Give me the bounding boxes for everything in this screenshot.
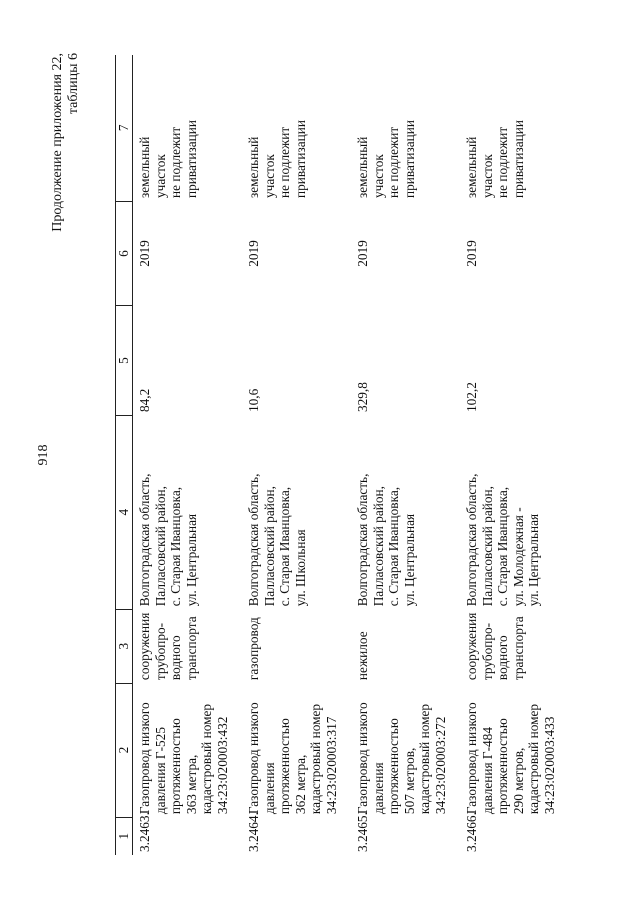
object-note-line: приватизации <box>401 120 417 199</box>
continuation-heading <box>50 53 82 265</box>
object-address-line: ул. Школьная <box>292 529 308 607</box>
object-purpose-cell <box>351 609 460 683</box>
object-note-cell <box>133 55 243 201</box>
object-purpose-cell <box>133 609 243 683</box>
object-note-line: земельный <box>246 136 261 199</box>
object-purpose-line: газопровод <box>246 617 261 681</box>
object-year-cell <box>242 201 351 306</box>
column-header: 3 <box>116 609 133 683</box>
object-name-cell <box>133 683 243 817</box>
object-address-line: Палласовский район, <box>479 486 495 607</box>
object-address-line: с. Старая Иванцовка, <box>277 486 292 607</box>
object-value: 84,2 <box>137 388 152 413</box>
object-note-line: приватизации <box>183 120 199 199</box>
object-year: 2019 <box>464 240 479 267</box>
object-note-cell <box>460 55 569 201</box>
table-row <box>460 55 569 855</box>
object-address-line: Палласовский район, <box>261 486 277 607</box>
object-year: 2019 <box>355 240 370 267</box>
object-name-line: кадастровый номер <box>417 703 432 815</box>
object-name-line: давления Г-484 <box>479 727 495 815</box>
object-purpose-cell <box>460 609 569 683</box>
object-address-line: ул. Центральная <box>401 513 417 607</box>
object-year-cell <box>133 201 243 306</box>
object-purpose-line: водного <box>495 635 510 681</box>
row-number: 3.2466. <box>464 812 479 852</box>
row-number-cell <box>242 812 351 855</box>
object-purpose-line: сооружения <box>464 612 479 681</box>
object-address-line: Волгоградская область, <box>355 473 370 607</box>
object-name-line: 363 метра, <box>183 754 199 815</box>
object-name-cell <box>351 683 460 817</box>
page-number: 918 <box>36 444 51 466</box>
object-note-cell <box>242 55 351 201</box>
object-address-line: Волгоградская область, <box>246 473 261 607</box>
object-purpose-line: сооружения <box>137 612 152 681</box>
object-address-line: с. Старая Иванцовка, <box>386 486 401 607</box>
object-note-line: участок <box>370 154 386 199</box>
property-table <box>115 55 569 855</box>
column-header: 4 <box>116 415 133 609</box>
row-number-cell <box>133 812 243 855</box>
object-address-line: Палласовский район, <box>152 486 168 607</box>
object-name-line: давления протяженностью <box>261 718 292 815</box>
object-name-line: 290 метров, <box>510 747 526 815</box>
column-header: 1 <box>116 817 133 855</box>
object-name-line: кадастровый номер <box>308 703 323 815</box>
object-name-line: Газопровод низкого <box>355 702 370 815</box>
object-address-line: с. Старая Иванцовка, <box>168 486 183 607</box>
object-note-cell <box>351 55 460 201</box>
object-name-cell <box>460 683 569 817</box>
object-year: 2019 <box>137 240 152 267</box>
object-address-line: Волгоградская область, <box>464 473 479 607</box>
object-value: 329,8 <box>355 382 370 413</box>
object-note-line: участок <box>152 154 168 199</box>
object-value: 10,6 <box>246 388 261 413</box>
object-year: 2019 <box>246 240 261 267</box>
table-row <box>242 55 351 855</box>
object-purpose-cell <box>242 609 351 683</box>
object-name-line: кадастровый номер <box>199 703 214 815</box>
table-row <box>351 55 460 855</box>
continuation-line-1: Продолжение приложения 22, <box>50 53 65 232</box>
object-address-line: Палласовский район, <box>370 486 386 607</box>
object-purpose-line: трубопро- <box>152 622 168 681</box>
row-number: 3.2464. <box>246 812 261 852</box>
object-address-line: ул. Центральная <box>183 513 199 607</box>
object-address-cell <box>133 415 243 609</box>
object-name-line: протяженностью <box>168 718 183 815</box>
object-year-cell <box>351 201 460 306</box>
object-note-line: не подлежит <box>495 126 510 199</box>
column-header: 6 <box>116 201 133 306</box>
object-note-line: приватизации <box>510 120 526 199</box>
object-address-line: Волгоградская область, <box>137 473 152 607</box>
object-name-line: давления протяженностью <box>370 718 401 815</box>
object-name-line: давления Г-525 <box>152 727 168 815</box>
object-address-cell <box>351 415 460 609</box>
object-note-line: участок <box>261 154 277 199</box>
object-purpose-line: транспорта <box>510 616 526 681</box>
object-purpose-line: нежилое <box>355 631 370 681</box>
object-address-line: с. Старая Иванцовка, <box>495 486 510 607</box>
object-name-line: Газопровод низкого <box>246 702 261 815</box>
header-row <box>116 55 133 855</box>
object-address-cell <box>460 415 569 609</box>
column-header: 2 <box>116 683 133 817</box>
object-value-cell <box>242 306 351 415</box>
object-name-line: Газопровод низкого <box>137 702 152 815</box>
object-name-line: 34:23:020003:272 <box>432 716 448 815</box>
object-purpose-line: водного <box>168 635 183 681</box>
object-value-cell <box>460 306 569 415</box>
object-name-line: кадастровый номер <box>526 703 541 815</box>
object-note-line: не подлежит <box>168 126 183 199</box>
object-note-line: не подлежит <box>386 126 401 199</box>
object-note-line: земельный <box>355 136 370 199</box>
object-value-cell <box>133 306 243 415</box>
object-note-line: участок <box>479 154 495 199</box>
object-note-line: приватизации <box>292 120 308 199</box>
row-number-cell <box>351 812 460 855</box>
object-purpose-line: транспорта <box>183 616 199 681</box>
object-name-line: протяженностью <box>495 718 510 815</box>
object-value-cell <box>351 306 460 415</box>
row-number: 3.2465. <box>355 812 370 852</box>
table-row <box>133 55 243 855</box>
column-header: 5 <box>116 306 133 415</box>
object-year-cell <box>460 201 569 306</box>
object-address-line: ул. Молодежная - <box>510 507 526 607</box>
object-note-line: земельный <box>464 136 479 199</box>
object-note-line: не подлежит <box>277 126 292 199</box>
object-note-line: земельный <box>137 136 152 199</box>
object-name-cell <box>242 683 351 817</box>
object-name-line: 34:23:020003:317 <box>323 716 339 815</box>
continuation-line-2: таблицы 6 <box>66 53 81 115</box>
object-purpose-line: трубопро- <box>479 622 495 681</box>
column-header: 7 <box>116 55 133 201</box>
object-name-line: 507 метров, <box>401 747 417 815</box>
object-address-cell <box>242 415 351 609</box>
object-value: 102,2 <box>464 382 479 413</box>
object-name-line: 34:23:020003:432 <box>214 716 230 815</box>
object-name-line: 362 метра, <box>292 754 308 815</box>
object-address-line: ул. Центральная <box>526 513 541 607</box>
object-name-line: Газопровод низкого <box>464 702 479 815</box>
row-number-cell <box>460 812 569 855</box>
row-number: 3.2463. <box>137 812 152 852</box>
object-name-line: 34:23:020003:433 <box>541 716 557 815</box>
